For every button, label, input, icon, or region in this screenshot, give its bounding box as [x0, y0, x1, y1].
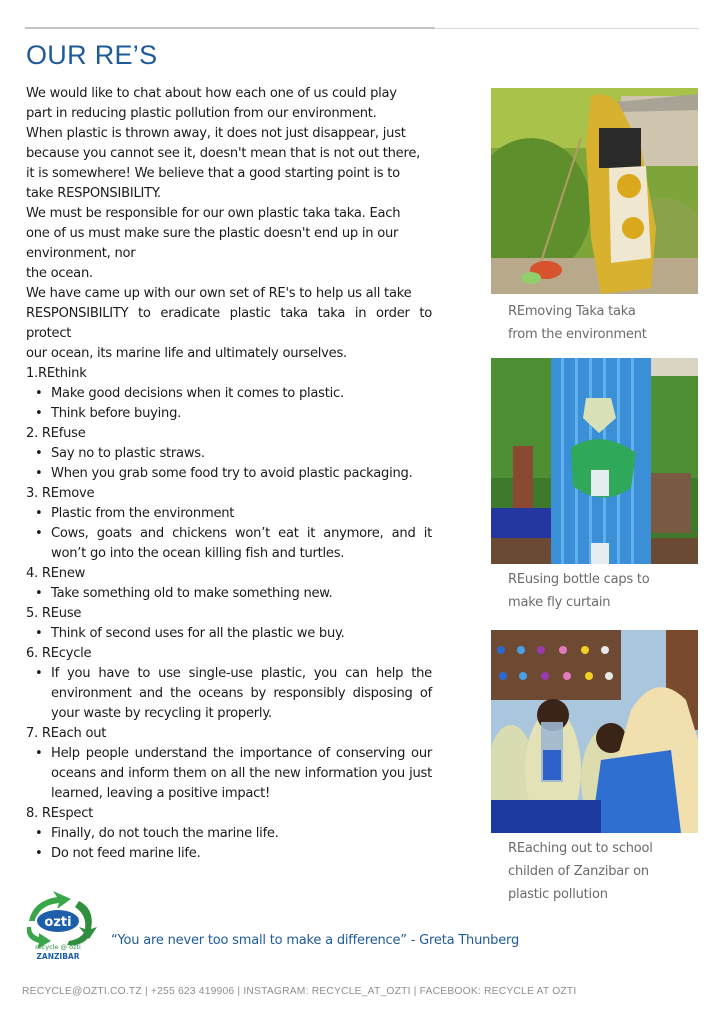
intro-line: the ocean.: [26, 266, 93, 281]
caption-line: from the environment: [508, 327, 647, 342]
intro-line: environment, nor: [26, 246, 136, 261]
photo-removing-trash: [491, 88, 698, 294]
caption-line: childen of Zanzibar on: [508, 864, 649, 879]
re-heading: 7. REach out: [26, 726, 107, 741]
intro-line: We must be responsible for our own plastic taka taka. Each: [26, 206, 401, 221]
list-item: • Plastic from the environment: [26, 504, 432, 524]
re-heading: 5. REuse: [26, 606, 82, 621]
intro-line: protect: [26, 326, 72, 341]
header-rule: [25, 27, 435, 29]
photo-removing-trash-image: [491, 88, 698, 294]
caption: [491, 568, 698, 614]
re-heading: 4. REnew: [26, 566, 86, 581]
intro-line: one of us must make sure the plastic doesn't end up in our: [26, 226, 399, 241]
caption: [491, 837, 698, 906]
re-heading: 2. REfuse: [26, 426, 86, 441]
list-item: • Do not feed marine life.: [26, 844, 432, 864]
intro-line: our ocean, its marine life and ultimately ourselves.: [26, 346, 347, 361]
list-item: • Help people understand the importance of conserving our oceans and inform them on all the new information you just learned, leaving a positive impact!: [26, 744, 432, 804]
list-item: • Say no to plastic straws.: [26, 444, 432, 464]
photo-school-outreach-image: [491, 630, 698, 833]
list-item: • Think of second uses for all the plastic we buy.: [26, 624, 432, 644]
caption-line: REusing bottle caps to: [508, 572, 650, 587]
list-item: • Take something old to make something new.: [26, 584, 432, 604]
re-list: [26, 624, 432, 644]
footer-contacts: RECYCLE@OZTI.CO.TZ | +255 623 419906 | INSTAGRAM: RECYCLE_AT_OZTI | FACEBOOK: RECYCLE AT OZTI: [22, 986, 577, 997]
main-text: [26, 84, 432, 864]
list-item: • Make good decisions when it comes to plastic.: [26, 384, 432, 404]
intro-line: We have came up with our own set of RE's to help us all take: [26, 286, 412, 301]
re-heading: 3. REmove: [26, 486, 95, 501]
re-list: [26, 824, 432, 864]
re-heading: 8. REspect: [26, 806, 94, 821]
caption-line: REaching out to school: [508, 841, 653, 856]
list-item: • Finally, do not touch the marine life.: [26, 824, 432, 844]
re-heading: 6. REcycle: [26, 646, 92, 661]
intro-line: We would like to chat about how each one of us could play: [26, 86, 397, 101]
intro-line: When plastic is thrown away, it does not just disappear, just: [26, 126, 406, 141]
header-rule-thin: [435, 28, 699, 29]
re-heading: 1.REthink: [26, 366, 87, 381]
recycle-logo-icon: [19, 891, 97, 961]
list-item: • When you grab some food try to avoid plastic packaging.: [26, 464, 432, 484]
re-list: [26, 744, 432, 804]
caption: [491, 300, 698, 346]
re-list: [26, 384, 432, 424]
caption-line: plastic pollution: [508, 887, 608, 902]
figure-column: [491, 88, 698, 906]
intro-line: it is somewhere! We believe that a good starting point is to: [26, 166, 400, 181]
logo-wordmark: ozti: [44, 915, 72, 930]
quote: “You are never too small to make a difference” - Greta Thunberg: [111, 933, 519, 948]
photo-school-outreach: [491, 630, 698, 833]
photo-bottle-cap-curtain: [491, 358, 698, 564]
re-list: [26, 584, 432, 604]
page-title: OUR RE’S: [26, 40, 158, 70]
caption-line: make fly curtain: [508, 595, 611, 610]
photo-bottle-cap-curtain-image: [491, 358, 698, 564]
list-item: • Think before buying.: [26, 404, 432, 424]
re-list: [26, 504, 432, 564]
ozti-logo: [19, 891, 97, 961]
re-list: [26, 444, 432, 484]
intro-line: RESPONSIBILITY to eradicate plastic taka taka in order to: [26, 306, 432, 321]
list-item: • If you have to use single-use plastic, you can help the environment and the oceans by responsibly disposing of your waste by recycling it properly.: [26, 664, 432, 724]
logo-place: ZANZIBAR: [36, 952, 80, 961]
caption-line: REmoving Taka taka: [508, 304, 636, 319]
re-list: [26, 664, 432, 724]
list-item: • Cows, goats and chickens won’t eat it anymore, and it won’t go into the ocean killing fish and turtles.: [26, 524, 432, 564]
intro-line: part in reducing plastic pollution from our environment.: [26, 106, 377, 121]
intro-line: because you cannot see it, doesn't mean that is not out there,: [26, 146, 421, 161]
logo-tagline: recycle @ ozti: [35, 943, 81, 951]
intro-line: take RESPONSIBILITY.: [26, 186, 161, 201]
